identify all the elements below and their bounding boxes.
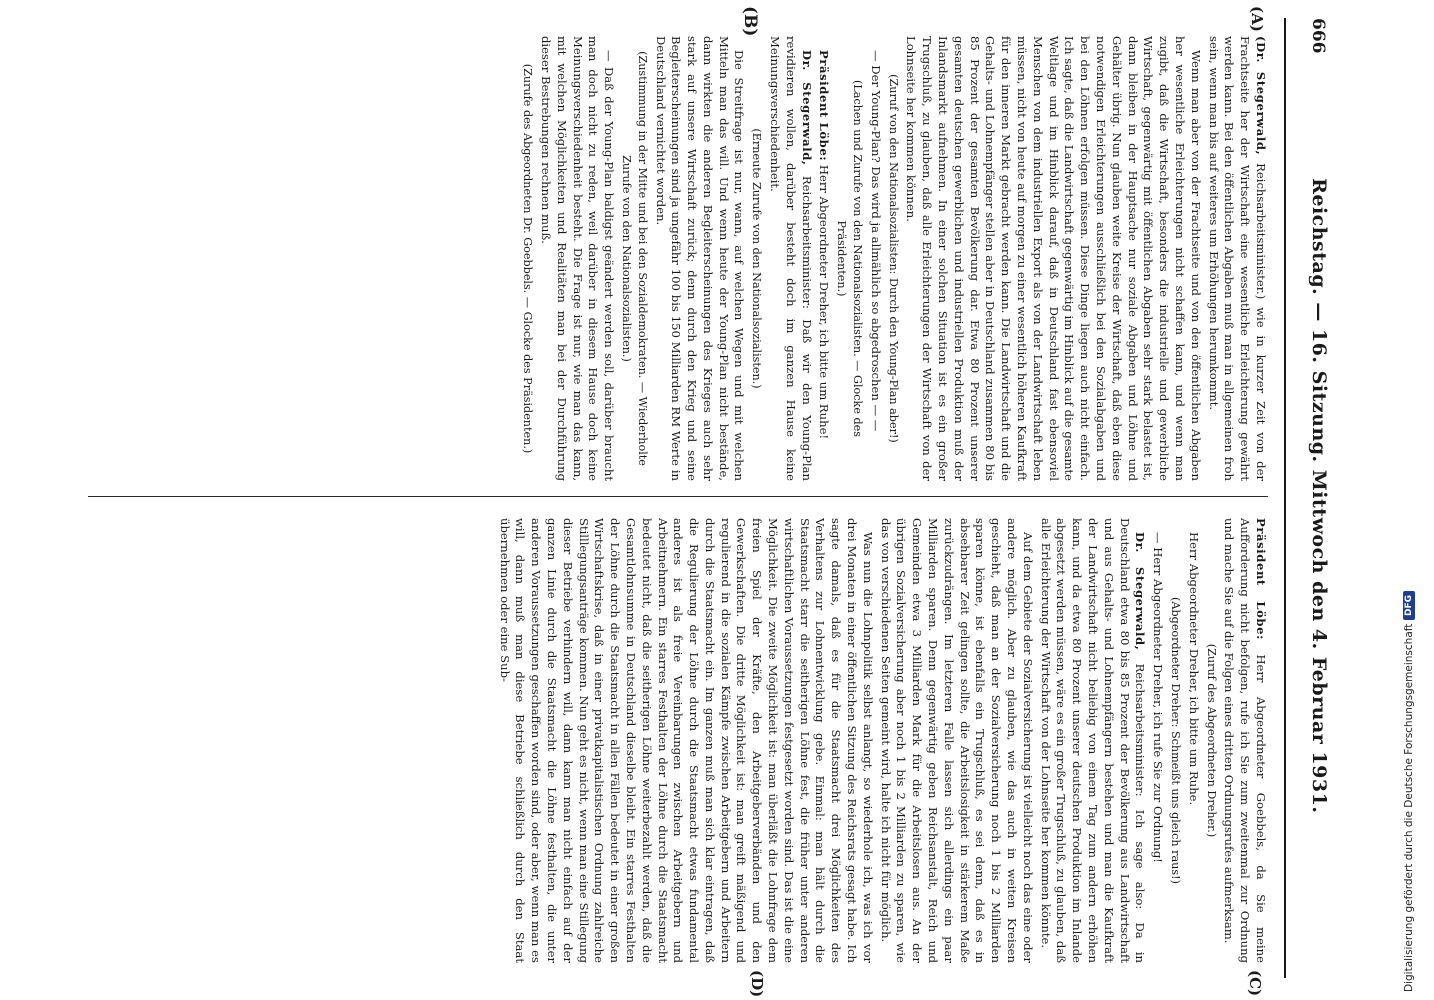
margin-mark-a: (A) bbox=[1248, 6, 1266, 32]
paragraph-text: Die Streitfrage ist nur, wann, auf welchen Wegen und mit welchen Mitteln man das will. Und wenn heute der Young-Plan nicht bestände, dann wirkten die anderen Begleiterscheinungen des Krieges auch sehr stark auf unsere Wirtschaft zurück; denn durch den Krieg und seine Begleiterscheinungen sind ja ungefähr 100 bis 150 Milliarden RM Werte in Deutschland vernichtet worden. bbox=[653, 36, 747, 481]
speech-paragraph bbox=[652, 36, 747, 481]
right-text-column bbox=[88, 518, 1268, 963]
paragraph-text: Wenn man aber von der Frachtseite und von den öffentlichen Abgaben her wesentliche Erleichterungen nicht schaffen kann, und wenn man zugibt, daß die Wirtschaft, besonders die industrielle und gewerbliche Wirtschaft, gegenwärtig mit öffentlichen Abgaben sehr stark belastet ist, dann bleiben in der Hauptsache nur soziale Abgaben und Löhne und Gehälter übrig. Nun glauben weite Kreise der Wirtschaft, daß eben diese notwendigen Erleichterungen ausschließlich bei den Sozialabgaben und bei den Löhnen erfolgen müssen. Diese Dinge liegen auch nicht einfach. Ich sagte, daß die Landwirtschaft gegenwärtig im Hinblick auf die gesamte Weltlage und im Hinblick darauf, daß in Deutschland fast ebensoviel Menschen von dem industriellen Export als von der Landwirtschaft leben müssen, nicht von heute auf morgen zu einer wesentlich höheren Kaufkraft für den inneren Markt gebracht werden kann. Die Landwirtschaft und die Gehalts- und Lohnempfänger stellen aber in Deutschland zusammen 80 bis 85 Prozent der gesamten Bevölkerung dar. Etwa 80 Prozent unserer gesamten deutschen gewerblichen und industriellen Produktion muß der Inlandsmarkt aufnehmen. In einer solchen Situation ist es ein großer Trugschluß, zu glauben, daß alle Erleichterungen der Wirtschaft von der Lohnseite her kommen können. bbox=[904, 36, 1203, 481]
speech-paragraph bbox=[816, 36, 832, 481]
interjection bbox=[833, 44, 865, 473]
speech-paragraph bbox=[1149, 518, 1165, 963]
speech-paragraph bbox=[1037, 518, 1148, 963]
speech-paragraph bbox=[766, 36, 813, 481]
speech-paragraph bbox=[867, 36, 883, 481]
speaker-name: Präsident Löbe: bbox=[1254, 518, 1268, 640]
margin-mark-b: (B) bbox=[740, 6, 760, 37]
page-title: Reichstag. — 16. Sitzung. Mittwoch den 4. Februar 1931. bbox=[1308, 178, 1330, 814]
column-divider bbox=[88, 496, 1268, 497]
interjection bbox=[618, 44, 650, 473]
paragraph-text: — Daß der Young-Plan baldigst geändert werden soll, darüber braucht man doch nicht zu reden, weil darüber in diesem Hause doch keine Meinungsverschiedenheit besteht. Die Frage ist nur, wie man das kann, mit welchen Möglichkeiten und Realitäten man bei der Durchführung dieser Bestrebungen rechnen muß. bbox=[538, 36, 617, 481]
paragraph-text: — Herr Abgeordneter Dreher, ich rufe Sie zur Ordnung! bbox=[1151, 532, 1166, 863]
interjection bbox=[1203, 526, 1219, 955]
page-number: 666 bbox=[1308, 18, 1328, 54]
left-text-column bbox=[88, 36, 1268, 481]
speaker-name: (Dr. Stegerwald, bbox=[1254, 36, 1268, 156]
margin-mark-d: (D) bbox=[748, 970, 766, 998]
interjection-text: (Abgeordneter Dreher: Schmeißt uns gleich raus!) bbox=[1169, 597, 1183, 884]
speech-paragraph bbox=[1221, 518, 1268, 963]
interjection bbox=[1167, 526, 1183, 955]
speaker-name: Präsident Löbe: bbox=[817, 50, 832, 162]
interjection bbox=[519, 44, 535, 473]
speech-paragraph bbox=[537, 36, 616, 481]
interjection bbox=[885, 44, 901, 473]
speech-paragraph bbox=[877, 518, 1035, 963]
page-header bbox=[1284, 18, 1330, 978]
paragraph-text: Reichsarbeitsminister.) wie in kurzer Zeit von der Frachtseite her der Wirtschaft eine wesentliche Erleichterung gewährt werden kann. Bei den öffentlichen Abgaben muß man in allgemeinen froh sein, wenn man bis auf weiteres um Erhöhungen herumkommt. bbox=[1206, 36, 1268, 481]
speech-paragraph bbox=[496, 518, 875, 963]
interjection-text: (Zuruf des Abgeordneten Dreher.) bbox=[1204, 643, 1218, 838]
paragraph-text: Herr Abgeordneter Dreher, ich bitte um Ruhe! bbox=[817, 164, 832, 440]
dfg-logo: DFG bbox=[1403, 591, 1415, 620]
margin-mark-c: (C) bbox=[1246, 970, 1264, 997]
interjection-text: (Zustimmung in der Mitte und bei den Sozialdemokraten. — Wiederholte Zurufe von den Nationalsozialisten.) bbox=[619, 51, 649, 466]
speech-paragraph bbox=[903, 36, 1203, 481]
interjection-text: (Lachen und Zurufe von den Nationalsozialisten. — Glocke des Präsidenten.) bbox=[835, 79, 865, 438]
paragraph-text: Herr Abgeordneter Goebbels, da Sie meine Aufforderung nicht befolgen, rufe ich Sie zum zweitenmal zur Ordnung und mache Sie auf die Folgen eines dritten Ordnungsrufes aufmerksam. bbox=[1222, 518, 1268, 963]
paragraph-text: Auf dem Gebiete der Sozialversicherung ist vielleicht noch das eine oder andere möglich. Aber zu glauben, wie das auch in weiten Kreisen geschieht, daß man an der Sozialversicherung noch 1 bis 2 Milliarden sparen könne, ist ebenfalls ein Trugschluß, es sei denn, daß es in absehbarer Zeit gelingen sollte, die Arbeitslosigkeit in stärkerem Maße zurückzudrängen. Im letzteren Falle lassen sich allerdings ein paar Milliarden sparen. Denn gegenwärtig geben Reichsanstalt, Reich und Gemeinden etwa 3 Milliarden Mark für die Arbeitslosen aus. An der übrigen Sozialversicherung aber noch 1 bis 2 Milliarden zu sparen, wie das von verschiedenen Seiten gemeint wird, halte ich nicht für möglich. bbox=[878, 518, 1035, 963]
speaker-name: Dr. Stegerwald, bbox=[799, 50, 814, 166]
document-page bbox=[70, 6, 1330, 998]
digitization-credit bbox=[1403, 8, 1415, 992]
interjection-text: (Zuruf von den Nationalsozialisten: Durch den Young-Plan aber!) bbox=[886, 74, 900, 443]
paragraph-text: Reichsarbeitsminister: Ich sage also: Da in Deutschland etwa 80 bis 85 Prozent der Bevölkerung aus Landwirtschaft und aus Gehalts- und Lohnempfängern bestehen und man die Kaufkraft der Landwirtschaft nicht beliebig von einem Tag zum andern erhöhen kann, und da etwa 80 Prozent unserer deutschen Produktion im Inlande abgesetzt werden müssen, wäre es ein großer Trugschluß, zu glauben, daß alle Erleichterung der Wirtschaft von der Lohnseite her kommen könnte. bbox=[1038, 518, 1148, 963]
speech-paragraph bbox=[1185, 518, 1201, 963]
paragraph-text: — Der Young-Plan? Das wird ja allmählich so abgedroschen — — bbox=[868, 50, 883, 432]
credit-text: Digitalisierung gefördert durch die Deutsche Forschungsgemeinschaft bbox=[1403, 623, 1415, 992]
speaker-name: Dr. Stegerwald, bbox=[1133, 532, 1148, 651]
interjection-text: (Zurufe des Abgeordneten Dr. Goebbels. — Glocke des Präsidenten.) bbox=[521, 63, 535, 454]
paragraph-text: Was nun die Lohnpolitik selbst anlangt, so wiederhole ich, was ich vor drei Monaten in einer öffentlichen Sitzung des Reichsrats gesagt habe. Ich sagte damals, daß es für die Staatsmacht drei Möglichkeiten des Verhaltens zur Lohnentwicklung gebe. Einmal: man hält durch die Staatsmacht starr die seitherigen Löhne fest, die früher unter anderen wirtschaftlichen Voraussetzungen festgesetzt worden sind. Das ist die eine Möglichkeit. Die zweite Möglichkeit ist: man überläßt die Lohnfrage dem freien Spiel der Kräfte, den Arbeitgeberverbänden und den Gewerkschaften. Die dritte Möglichkeit ist: man greift mäßigend und regulierend in die sozialen Kämpfe zwischen Arbeitgebern und Arbeitern durch die Staatsmacht ein. Im ganzen muß man sich klar eintragen, daß die Regulierung der Löhne durch die Staatsmacht etwas fundamental anderes ist als freie Vereinbarungen zwischen Arbeitgebern und Arbeitnehmern. Ein starres Festhalten der Löhne durch die Staatsmacht bedeutet nicht, daß die seitherigen Löhne weiterbezahlt werden, daß die Gesamtlohnsumme in Deutschland dieselbe bleibt. Ein starres Festhalten der Löhne durch die Staatsmacht in allen Fällen bedeutet in einer großen Wirtschaftskrise, daß in einer privatkapitalistischen Ordnung zahlreiche Stilllegungsanträge kommen. Nun geht es nicht, wenn man eine Stillegung dieser Betriebe verhindern will, dann kann man nicht einfach auf der ganzen Linie durch die Staatsmacht die Löhne festhalten, die unter anderen Voraussetzungen geschaffen worden sind, oder aber, wenn man es will, dann muß man diese Betriebe schließlich durch den Staat übernehmen oder eine Sub- bbox=[497, 518, 875, 963]
interjection-text: (Erneute Zurufe von den Nationalsozialisten.) bbox=[750, 128, 764, 389]
speech-paragraph bbox=[1205, 36, 1268, 481]
paragraph-text: Herr Abgeordneter Dreher, ich bitte um Ruhe. bbox=[1186, 532, 1201, 806]
interjection bbox=[749, 44, 765, 473]
paragraph-text: Reichsarbeitsminister: Daß wir den Young-Plan revidieren wollen, darüber besteht doch im ganzen Hause keine Meinungsverschiedenheit. bbox=[768, 36, 814, 481]
